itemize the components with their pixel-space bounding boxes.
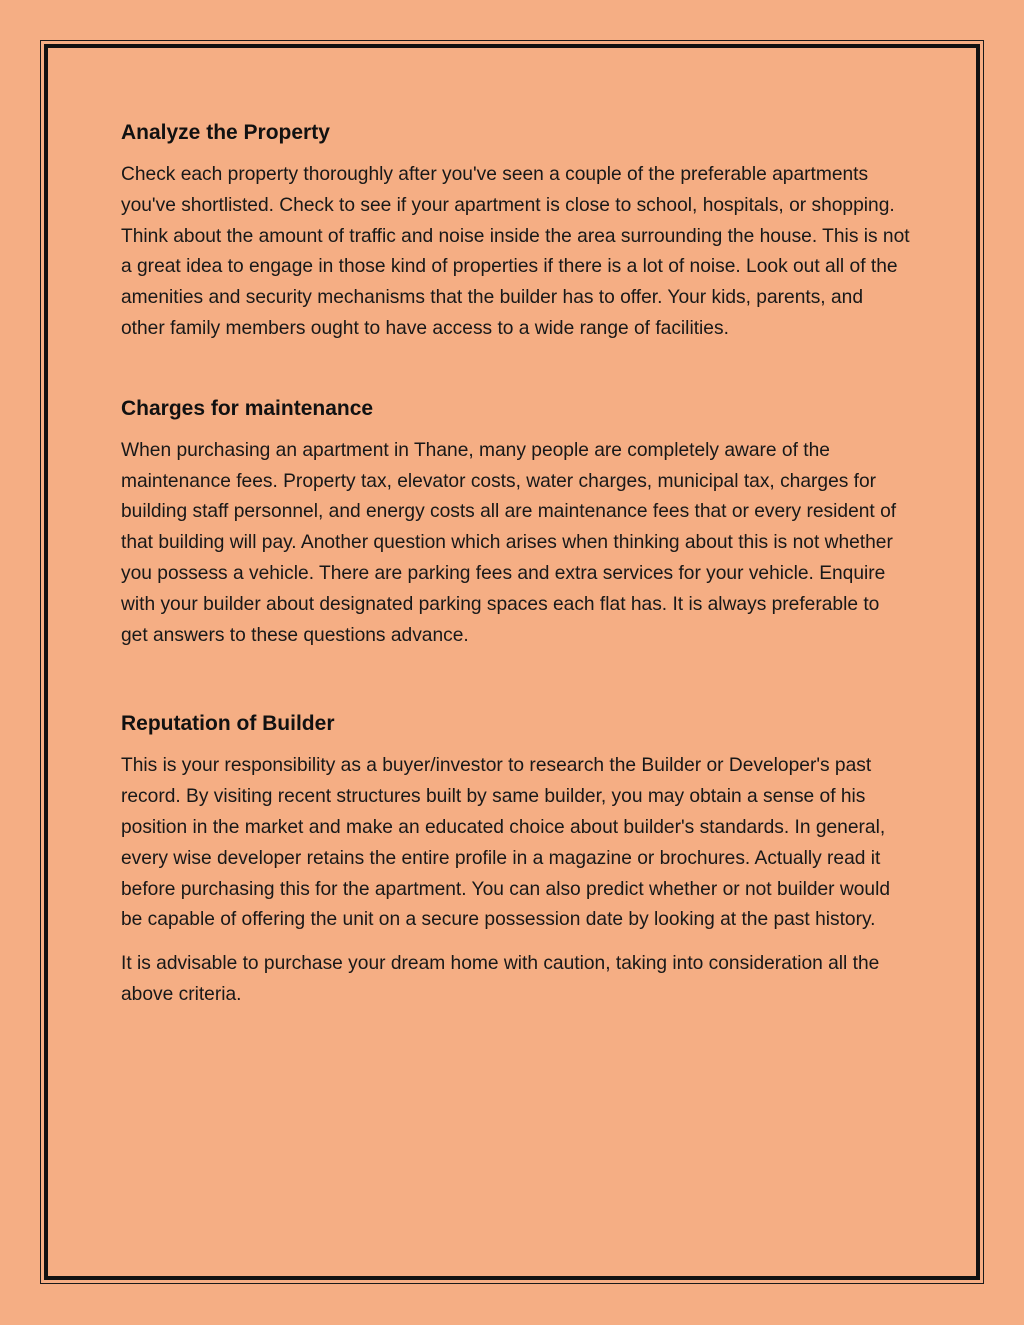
- document-body: [121, 118, 911, 1011]
- section-paragraph: When purchasing an apartment in Thane, many people are completely aware of the maintenance fees. Property tax, elevator costs, water charges, municipal tax, charges for building staff personnel, and energy costs all are maintenance fees that or every resident of that building will pay. Another question which arises when thinking about this is not whether you possess a vehicle. There are parking fees and extra services for your vehicle. Enquire with your builder about designated parking spaces each flat has. It is always preferable to get answers to these questions advance.: [121, 439, 897, 646]
- section-maintenance-charges: [121, 394, 911, 652]
- section-paragraph: This is your responsibility as a buyer/investor to research the Builder or Developer's past record. By visiting recent structures built by same builder, you may obtain a sense of his position in the market and make an educated choice about builder's standards. In general, every wise developer retains the entire profile in a magazine or brochures. Actually read it before purchasing this for the apartment. You can also predict whether or not builder would be capable of offering the unit on a secure possession date by looking at the past history.: [121, 755, 891, 931]
- section-heading: Charges for maintenance: [121, 396, 374, 420]
- section-builder-reputation: [121, 709, 911, 1010]
- section-paragraph: Check each property thoroughly after you've seen a couple of the preferable apartments you've shortlisted. Check to see if your apartment is close to school, hospitals, or shopping. Think about the amount of traffic and noise inside the area surrounding the house. This is not a great idea to engage in those kind of properties if there is a lot of noise. Look out all of the amenities and security mechanisms that the builder has to offer. Your kids, parents, and other family members ought to have access to a wide range of facilities.: [121, 164, 910, 339]
- section-heading: Analyze the Property: [121, 121, 330, 144]
- section-heading: Reputation of Builder: [121, 712, 335, 736]
- closing-paragraph: It is advisable to purchase your dream home with caution, taking into consideration all the above criteria.: [121, 953, 880, 1005]
- section-analyze-property: [121, 118, 911, 345]
